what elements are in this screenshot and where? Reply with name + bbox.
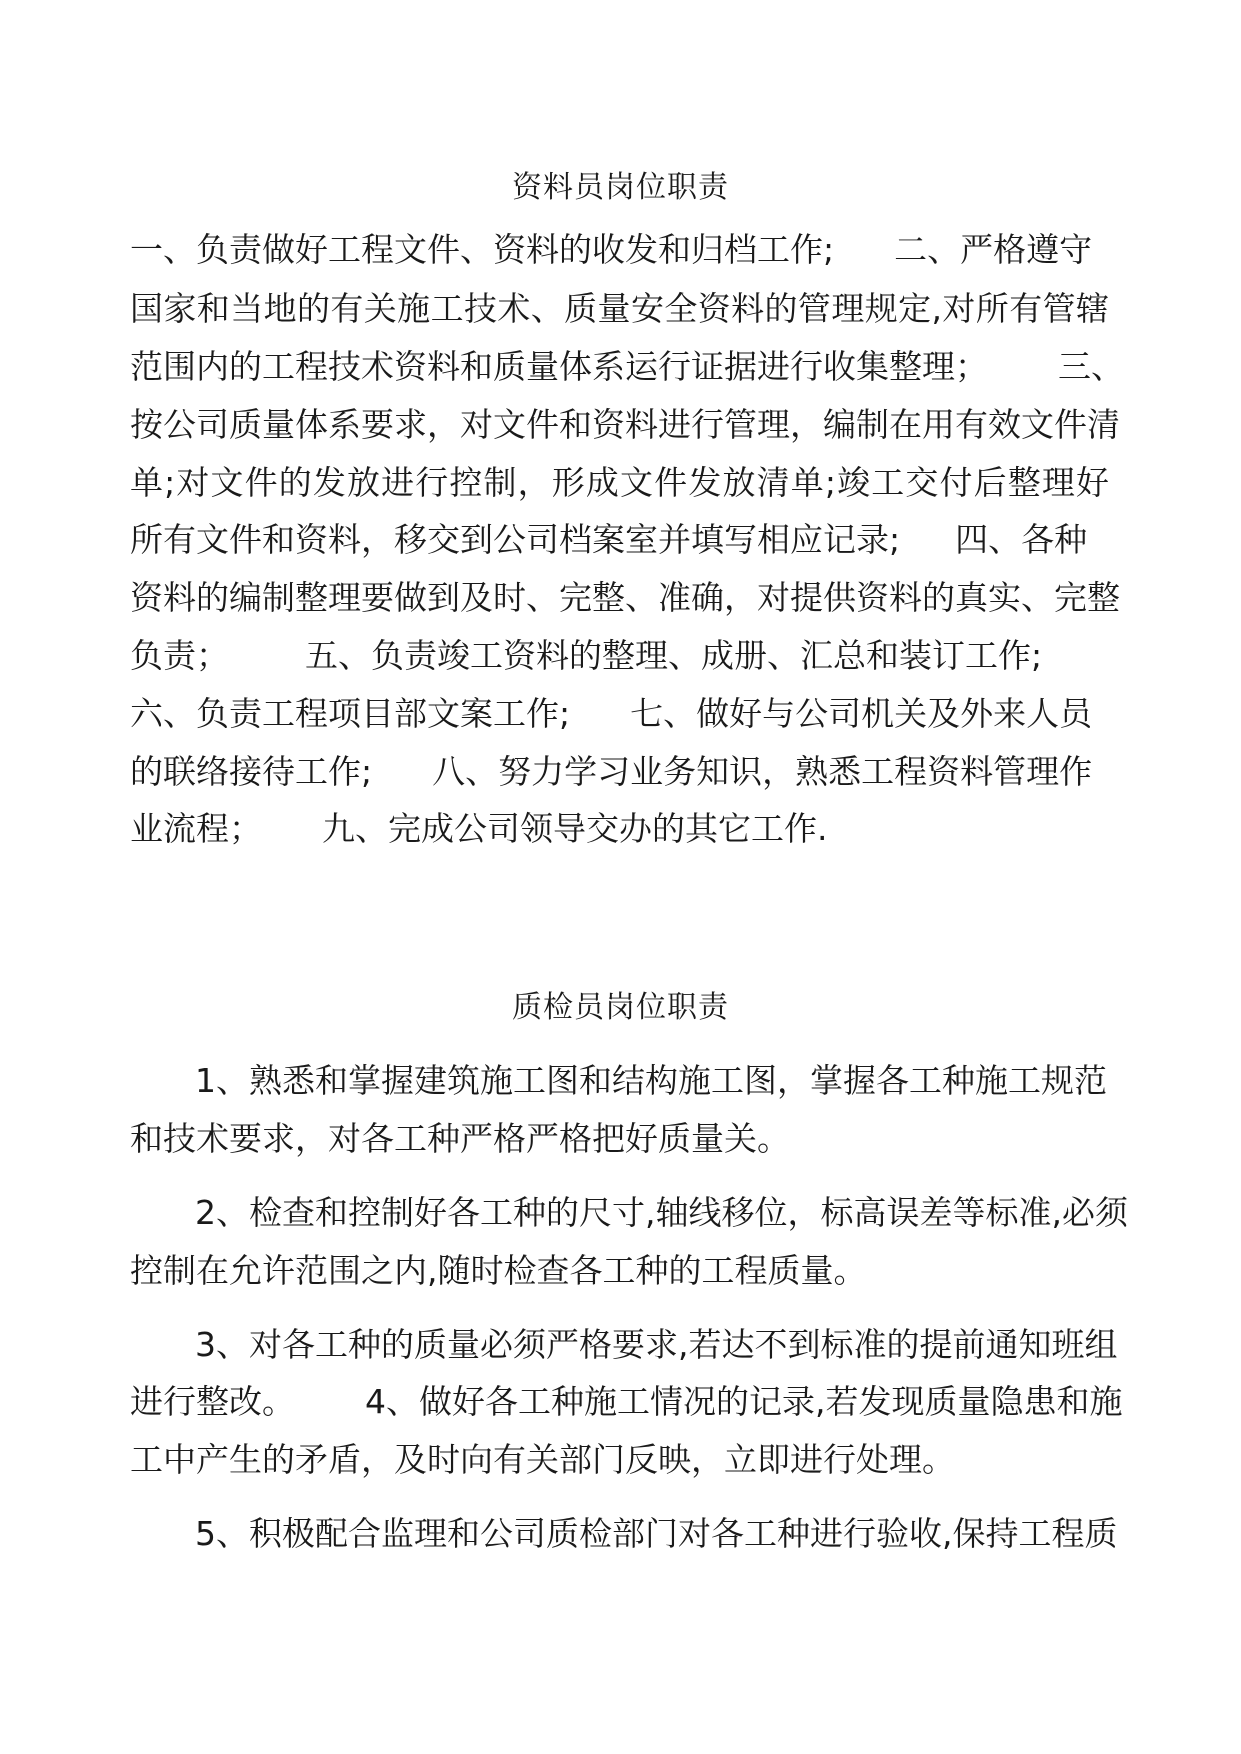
text-line: [130, 688, 1092, 735]
text-line: 2、检查和控制好各工种的尺寸,轴线移位，标高误差等标准,必须: [195, 1193, 1128, 1232]
section-title-clerk-duties: 资料员岗位职责: [512, 170, 729, 205]
text-segment: 业流程；: [130, 809, 262, 848]
text-line: [130, 630, 1042, 677]
text-line: 资料的编制整理要做到及时、完整、准确，对提供资料的真实、完整: [130, 578, 1120, 617]
text-segment: 七、做好与公司机关及外来人员: [630, 694, 1093, 733]
text-segment: 4、做好各工种施工情况的记录,若发现质量隐患和施: [365, 1382, 1123, 1421]
text-line: [130, 224, 1092, 271]
text-segment: 所有文件和资料，移交到公司档案室并填写相应记录;: [130, 520, 901, 559]
text-segment: 范围内的工程技术资料和质量体系运行证据进行收集整理；: [130, 347, 988, 386]
text-segment: 九、完成公司领导交办的其它工作.: [322, 809, 828, 848]
text-line: [130, 746, 1092, 793]
text-line: 工中产生的矛盾，及时向有关部门反映，立即进行处理。: [130, 1440, 955, 1479]
text-line: 单;对文件的发放进行控制，形成文件发放清单;竣工交付后整理好: [130, 463, 1109, 502]
text-line: [130, 1376, 1123, 1423]
text-line: [130, 803, 828, 850]
text-line: 1、熟悉和掌握建筑施工图和结构施工图，掌握各工种施工规范: [195, 1061, 1107, 1100]
text-segment: 五、负责竣工资料的整理、成册、汇总和装订工作;: [305, 636, 1043, 675]
text-segment: 负责；: [130, 636, 229, 675]
section-title-inspector-duties: 质检员岗位职责: [512, 990, 729, 1025]
text-line: [130, 341, 1124, 388]
text-segment: 进行整改。: [130, 1382, 295, 1421]
text-line: 控制在允许范围之内,随时检查各工种的工程质量。: [130, 1251, 867, 1290]
text-line: 和技术要求，对各工种严格严格把好质量关。: [130, 1119, 790, 1158]
text-line: [130, 514, 1087, 561]
text-line: 3、对各工种的质量必须严格要求,若达不到标准的提前通知班组: [195, 1325, 1118, 1364]
text-segment: 八、努力学习业务知识，熟悉工程资料管理作: [432, 752, 1093, 791]
text-line: 按公司质量体系要求，对文件和资料进行管理，编制在用有效文件清: [130, 405, 1120, 444]
text-segment: 三、: [1058, 347, 1124, 386]
text-segment: 二、严格遵守: [894, 230, 1093, 269]
text-segment: 六、负责工程项目部文案工作;: [130, 694, 571, 733]
text-line: 5、积极配合监理和公司质检部门对各工种进行验收,保持工程质: [195, 1514, 1118, 1553]
text-line: 国家和当地的有关施工技术、质量安全资料的管理规定,对所有管辖: [130, 289, 1109, 328]
text-segment: 一、负责做好工程文件、资料的收发和归档工作;: [130, 230, 835, 269]
text-segment: 的联络接待工作;: [130, 752, 373, 791]
text-segment: 四、各种: [955, 520, 1088, 559]
